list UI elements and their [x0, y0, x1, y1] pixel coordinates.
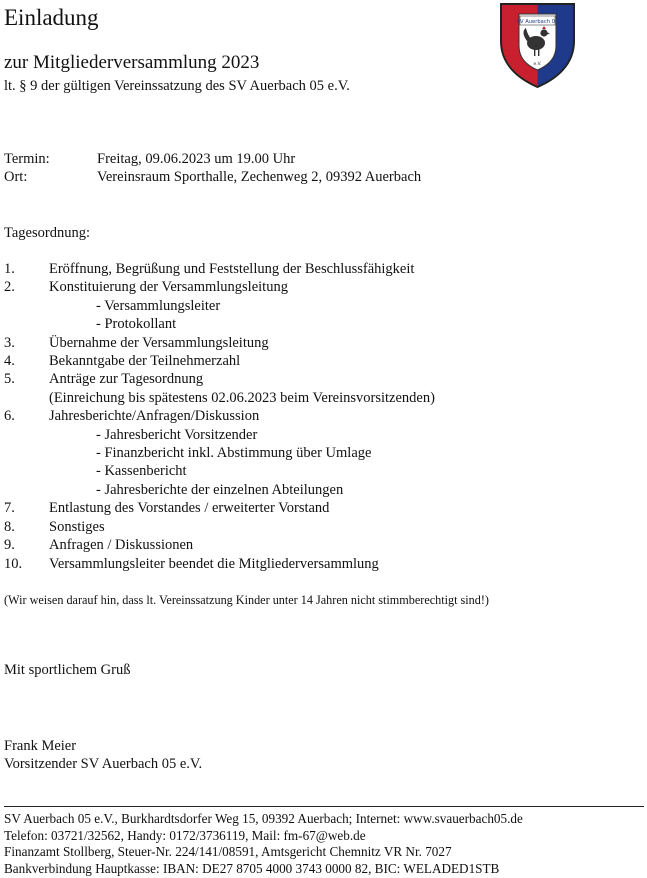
agenda-item-continuation: (Einreichung bis spätestens 02.06.2023 beim Vereinsvorsitzenden)	[49, 389, 435, 406]
agenda-item	[4, 334, 435, 352]
agenda-item-number: 3.	[4, 334, 15, 351]
agenda-item-number: 1.	[4, 261, 15, 277]
footer	[4, 811, 523, 877]
footer-line: Telefon: 03721/32562, Handy: 0172/3736119, Mail: fm-67@web.de	[4, 827, 366, 843]
meeting-date-row	[4, 150, 295, 168]
statute-reference: lt. § 9 der gültigen Vereinssatzung des SV Auerbach 05 e.V.	[4, 78, 350, 94]
agenda-item	[4, 260, 435, 278]
agenda-item-number: 9.	[4, 537, 15, 554]
agenda-item-text: Bekanntgabe der Teilnehmerzahl	[49, 353, 241, 370]
agenda-item-number: 4.	[4, 353, 15, 370]
agenda-item-text: Übernahme der Versammlungsleitung	[49, 334, 269, 351]
logo-banner-text: SV Auerbach 05	[516, 19, 559, 25]
agenda-subitem: - Kassenbericht	[96, 463, 187, 480]
signatory-role: Vorsitzender SV Auerbach 05 e.V.	[4, 756, 203, 772]
agenda-item-text: Jahresberichte/Anfragen/Diskussion	[49, 408, 260, 425]
ort-label: Ort:	[4, 169, 28, 185]
footer-line: Finanzamt Stollberg, Steuer-Nr. 224/141/08591, Amtsgericht Chemnitz VR Nr. 7027	[4, 844, 452, 860]
agenda-item	[4, 370, 435, 388]
footer-line: Bankverbindung Hauptkasse: IBAN: DE27 8705 4000 3743 0000 82, BIC: WELADED1STB	[4, 860, 500, 876]
voting-note: (Wir weisen darauf hin, dass lt. Vereinssatzung Kinder unter 14 Jahren nicht stimmberechtigt sind!)	[4, 593, 489, 607]
agenda-subitem: - Jahresberichte der einzelnen Abteilungen	[96, 481, 344, 498]
agenda-subitem: - Protokollant	[96, 316, 177, 333]
club-logo	[498, 1, 577, 89]
termin-value: Freitag, 09.06.2023 um 19.00 Uhr	[97, 151, 296, 167]
agenda-item-number: 10.	[4, 555, 23, 572]
agenda-item-text: Entlastung des Vorstandes / erweiterter Vorstand	[49, 500, 330, 517]
agenda-item	[4, 278, 435, 296]
agenda-item-text: Anträge zur Tagesordnung	[49, 371, 204, 388]
signatory-name: Frank Meier	[4, 738, 77, 754]
agenda-item	[4, 352, 435, 370]
agenda-heading: Tagesordnung:	[4, 225, 90, 241]
page-title: Einladung	[4, 5, 99, 30]
agenda-item-text: Versammlungsleiter beendet die Mitgliederversammlung	[49, 555, 379, 572]
agenda-item-number: 5.	[4, 371, 15, 388]
agenda-subitem: - Versammlungsleiter	[96, 297, 221, 314]
agenda-item	[4, 407, 435, 425]
logo-ev-text: e.V.	[533, 62, 542, 67]
termin-label: Termin:	[4, 151, 50, 167]
agenda-item-number: 2.	[4, 279, 15, 296]
ort-value: Vereinsraum Sporthalle, Zechenweg 2, 09392 Auerbach	[97, 169, 422, 185]
page-subtitle: zur Mitgliederversammlung 2023	[4, 52, 260, 73]
agenda-item	[4, 536, 435, 554]
agenda-item-number: 8.	[4, 518, 15, 535]
agenda-list	[4, 260, 435, 573]
agenda-item-text: Eröffnung, Begrüßung und Feststellung der Beschlussfähigkeit	[49, 261, 415, 277]
footer-divider	[4, 806, 644, 807]
footer-line: SV Auerbach 05 e.V., Burkhardtsdorfer Weg 15, 09392 Auerbach; Internet: www.svauerbach05.de	[4, 811, 523, 826]
agenda-item-text: Sonstiges	[49, 518, 105, 535]
agenda-subitem: - Jahresbericht Vorsitzender	[96, 426, 258, 443]
greeting: Mit sportlichem Gruß	[4, 662, 131, 678]
agenda-item-number: 7.	[4, 500, 15, 517]
agenda-item-number: 6.	[4, 408, 15, 425]
meeting-location-row	[4, 168, 421, 186]
agenda-item-text: Konstituierung der Versammlungsleitung	[49, 279, 288, 296]
agenda-item	[4, 518, 435, 536]
agenda-item	[4, 555, 435, 573]
agenda-item	[4, 499, 435, 517]
agenda-subitem: - Finanzbericht inkl. Abstimmung über Umlage	[96, 445, 372, 462]
agenda-item-text: Anfragen / Diskussionen	[49, 537, 194, 554]
